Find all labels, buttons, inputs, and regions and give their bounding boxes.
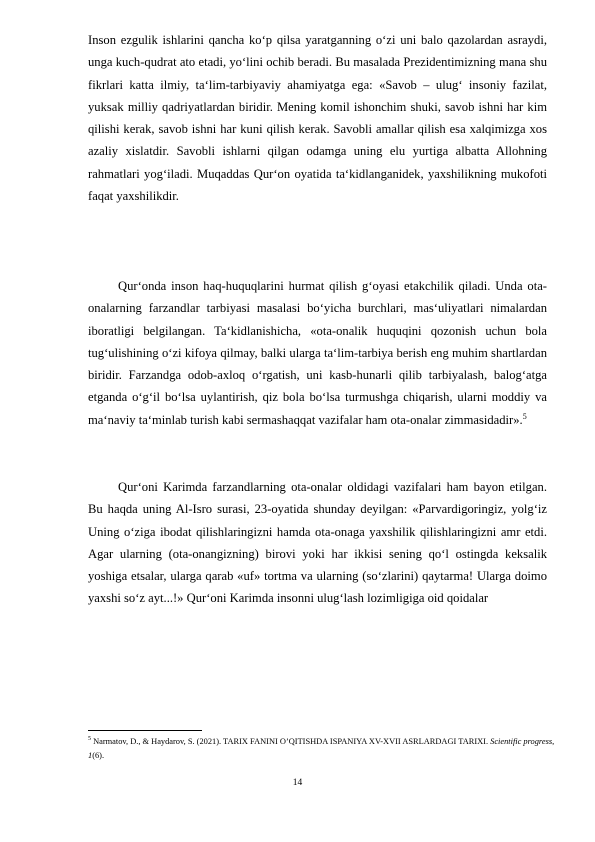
footnote-volume: 1 bbox=[88, 751, 93, 760]
footnote-citation: Narmatov, D., & Haydarov, S. (2021). TARIX FANINI O’QITISHDA ISPANIYA XV-XVII ASRLARDAGI TARIXI. bbox=[93, 737, 489, 746]
footnote-number: 5 bbox=[88, 736, 91, 743]
page-number: 14 bbox=[292, 778, 303, 788]
footnote-issue: (6). bbox=[92, 751, 105, 760]
paragraph-2 bbox=[88, 275, 547, 431]
paragraph-3: Qur‘oni Karimda farzandlarning ota-onalar oldidagi vazifalari ham bayon etilgan. Bu haqda uning Al-Isro surasi, 23-oyatida shunday deyilgan: «Parvardigoringiz, yolg‘iz Uning o‘ziga ibodat qilishlaringizni hamda ota-onaga yaxshilik qilishlaringizni amr etdi. Agar ularning (ota-onangizning) birovi yoki har ikkisi sening qo‘l ostingda keksalik yoshiga etsalar, ularga qarab «uf» tortma va ularning (so‘zlarini) qaytarma! Ularga doimo yaxshi so‘z ayt...!» Qur‘oni Karimda insonni ulug‘lash lozimligiga oid qoidalar bbox=[88, 480, 547, 606]
footnote bbox=[88, 735, 558, 763]
footnote-journal: Scientific progress bbox=[490, 737, 553, 746]
paragraph-2-text: Qur‘onda inson haq-huquqlarini hurmat qilish g‘oyasi etakchilik qiladi. Unda ota-onalarning farzandlar tarbiyasi masalasi bo‘yicha burchlari, mas‘uliyatlari nimalardan iboratligi belgilangan. Ta‘kidlanishicha, «ota-onalik huquqini qozonish uchun bola tug‘ulishining o‘zi kifoya qilmay, balki ularga ta‘lim-tarbiya berish eng muhim shartlardan biridir. Farzandga odob-axloq o‘rgatish, uni kasb-hunarli qilib tarbiyalash, balog‘atga etganda o‘g‘il bo‘lsa uylantirish, qiz bola bo‘lsa turmushga chiqarish, ularni moddiy va ma‘naviy ta‘minlab turish kabi sermashaqqat vazifalar ham ota-onalar zimmasidadir». bbox=[88, 279, 547, 427]
footnote-separator bbox=[88, 730, 202, 731]
footnote-reference: 5 bbox=[522, 411, 527, 421]
footnote-journal-comma: , bbox=[552, 737, 555, 746]
paragraph-1: Inson ezgulik ishlarini qancha ko‘p qilsa yaratganning o‘zi uni balo qazolardan asraydi, unga kuch-qudrat ato etadi, yo‘lini ochib beradi. Bu masalada Prezidentimizning mana shu fikrlari katta ilmiy, ta‘lim-tarbiyaviy ahamiyatga ega: «Savob – ulug‘ insoniy fazilat, yuksak milliy qadriyatlardan biridir. Mening komil ishonchim shuki, savob ishni har kim qilishi kerak, savob ishni har kuni qilish kerak. Savobli amallar qilish esa xalqimizga xos azaliy xislatdir. Savobli ishlarni qilgan odamga uning elu yurtiga albatta Allohning rahmatlari yog‘iladi. Muqaddas Qur‘on oyatida ta‘kidlanganidek, yaxshilikning mukofoti faqat yaxshilikdir. bbox=[88, 33, 547, 204]
